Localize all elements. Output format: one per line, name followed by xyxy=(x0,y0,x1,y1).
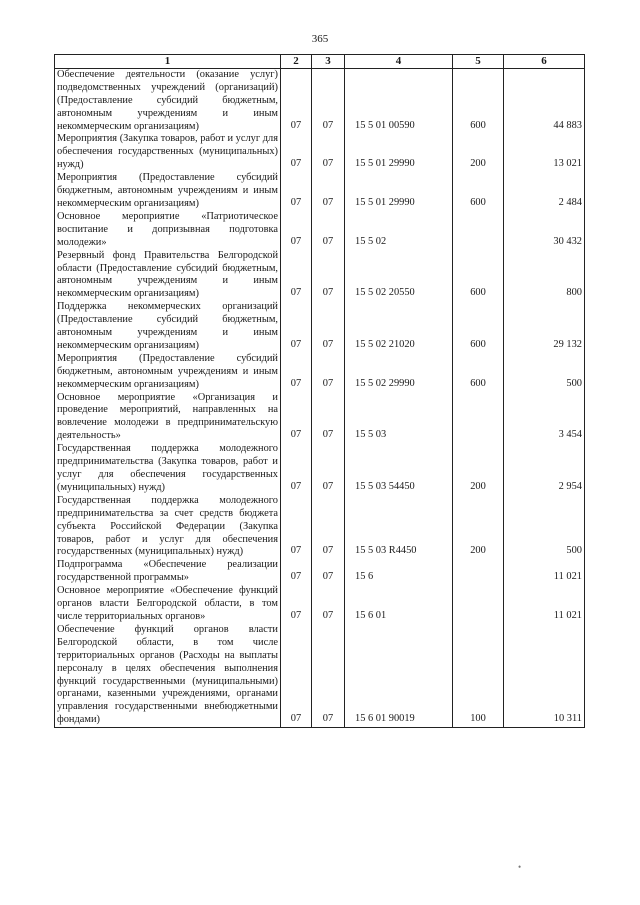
row-target-article: 15 5 01 29990 xyxy=(345,133,453,172)
row-target-article: 15 5 03 R4450 xyxy=(345,495,453,560)
row-name: Мероприятия (Предоставление субсидий бюджетным, автономным учреждениям и иным некоммерческим организациям) xyxy=(55,172,281,211)
row-section: 07 xyxy=(281,495,312,560)
row-amount: 13 021 xyxy=(504,133,585,172)
row-amount: 2 954 xyxy=(504,443,585,495)
col-header-5: 5 xyxy=(453,55,504,69)
table-row xyxy=(55,250,585,302)
col-header-2: 2 xyxy=(281,55,312,69)
page-number: 365 xyxy=(311,33,329,45)
row-amount: 800 xyxy=(504,250,585,302)
row-target-article: 15 5 02 29990 xyxy=(345,353,453,392)
row-name: Основное мероприятие «Организация и проведение мероприятий, направленных на вовлечение молодежи в предпринимательскую деятельность» xyxy=(55,392,281,444)
row-section: 07 xyxy=(281,211,312,250)
row-name: Мероприятия (Предоставление субсидий бюджетным, автономным учреждениям и иным некоммерческим организациям) xyxy=(55,353,281,392)
row-subsection: 07 xyxy=(312,559,345,585)
row-amount: 2 484 xyxy=(504,172,585,211)
row-subsection: 07 xyxy=(312,585,345,624)
row-section: 07 xyxy=(281,559,312,585)
row-expense-type: 200 xyxy=(453,133,504,172)
row-section: 07 xyxy=(281,585,312,624)
col-header-4: 4 xyxy=(345,55,453,69)
row-subsection: 07 xyxy=(312,172,345,211)
table-row xyxy=(55,443,585,495)
row-amount: 11 021 xyxy=(504,585,585,624)
row-expense-type xyxy=(453,392,504,444)
table-row xyxy=(55,301,585,353)
row-expense-type: 200 xyxy=(453,443,504,495)
row-expense-type: 200 xyxy=(453,495,504,560)
table-row xyxy=(55,585,585,624)
row-amount: 10 311 xyxy=(504,624,585,728)
row-subsection: 07 xyxy=(312,353,345,392)
row-target-article: 15 5 02 21020 xyxy=(345,301,453,353)
table-row xyxy=(55,133,585,172)
row-target-article: 15 6 xyxy=(345,559,453,585)
row-amount: 30 432 xyxy=(504,211,585,250)
table-row xyxy=(55,353,585,392)
row-amount: 500 xyxy=(504,495,585,560)
table-row xyxy=(55,172,585,211)
row-amount: 29 132 xyxy=(504,301,585,353)
row-expense-type xyxy=(453,211,504,250)
row-expense-type: 600 xyxy=(453,353,504,392)
row-name: Мероприятия (Закупка товаров, работ и услуг для обеспечения государственных (муниципальных) нужд) xyxy=(55,133,281,172)
row-amount: 44 883 xyxy=(504,68,585,133)
row-target-article: 15 5 03 54450 xyxy=(345,443,453,495)
row-name: Государственная поддержка молодежного предпринимательства за счет средств бюджета субъекта Российской Федерации (Закупка товаров, работ и услуг для обеспечения государственных (муниципальных) нужд) xyxy=(55,495,281,560)
col-header-6: 6 xyxy=(504,55,585,69)
row-target-article: 15 5 03 xyxy=(345,392,453,444)
row-subsection: 07 xyxy=(312,133,345,172)
header-row xyxy=(55,55,585,69)
row-name: Обеспечение деятельности (оказание услуг) подведомственных учреждений (организаций) (Предоставление субсидий бюджетным, автономным учреждениям и иным некоммерческим организациям) xyxy=(55,68,281,133)
row-target-article: 15 5 01 29990 xyxy=(345,172,453,211)
row-target-article: 15 5 02 20550 xyxy=(345,250,453,302)
row-subsection: 07 xyxy=(312,495,345,560)
row-expense-type: 600 xyxy=(453,68,504,133)
row-subsection: 07 xyxy=(312,211,345,250)
row-name: Подпрограмма «Обеспечение реализации государственной программы» xyxy=(55,559,281,585)
row-subsection: 07 xyxy=(312,250,345,302)
row-expense-type xyxy=(453,559,504,585)
row-subsection: 07 xyxy=(312,624,345,728)
row-name: Основное мероприятие «Патриотическое воспитание и допризывная подготовка молодежи» xyxy=(55,211,281,250)
table-row xyxy=(55,211,585,250)
row-name: Поддержка некоммерческих организаций (Предоставление субсидий бюджетным, автономным учреждениям и иным некоммерческим организациям) xyxy=(55,301,281,353)
row-expense-type: 600 xyxy=(453,250,504,302)
row-subsection: 07 xyxy=(312,68,345,133)
table-row xyxy=(55,392,585,444)
row-section: 07 xyxy=(281,172,312,211)
table-row xyxy=(55,559,585,585)
row-target-article: 15 6 01 90019 xyxy=(345,624,453,728)
row-section: 07 xyxy=(281,133,312,172)
table-row xyxy=(55,68,585,133)
row-target-article: 15 5 02 xyxy=(345,211,453,250)
row-target-article: 15 6 01 xyxy=(345,585,453,624)
row-amount: 3 454 xyxy=(504,392,585,444)
row-name: Государственная поддержка молодежного предпринимательства (Закупка товаров, работ и услуг для обеспечения государственных (муниципальных) нужд) xyxy=(55,443,281,495)
row-section: 07 xyxy=(281,68,312,133)
table-row xyxy=(55,624,585,728)
row-name: Основное мероприятие «Обеспечение функций органов власти Белгородской области, в том числе территориальных органов» xyxy=(55,585,281,624)
row-section: 07 xyxy=(281,301,312,353)
row-section: 07 xyxy=(281,443,312,495)
col-header-3: 3 xyxy=(312,55,345,69)
row-section: 07 xyxy=(281,392,312,444)
row-subsection: 07 xyxy=(312,392,345,444)
row-expense-type: 600 xyxy=(453,301,504,353)
row-amount: 500 xyxy=(504,353,585,392)
row-subsection: 07 xyxy=(312,301,345,353)
row-section: 07 xyxy=(281,250,312,302)
row-target-article: 15 5 01 00590 xyxy=(345,68,453,133)
row-section: 07 xyxy=(281,353,312,392)
table-row xyxy=(55,495,585,560)
row-expense-type: 100 xyxy=(453,624,504,728)
row-section: 07 xyxy=(281,624,312,728)
budget-table xyxy=(54,54,585,728)
row-name: Обеспечение функций органов власти Белгородской области, в том числе территориальных органов (Расходы на выплаты персоналу в целях обеспечения выполнения функций государственными (муниципальными) органами, казенными учреждениями, органами управления государственными внебюджетными фондами) xyxy=(55,624,281,728)
row-name: Резервный фонд Правительства Белгородской области (Предоставление субсидий бюджетным, автономным учреждениям и иным некоммерческим организациям) xyxy=(55,250,281,302)
row-amount: 11 021 xyxy=(504,559,585,585)
col-header-1: 1 xyxy=(55,55,281,69)
row-expense-type xyxy=(453,585,504,624)
row-subsection: 07 xyxy=(312,443,345,495)
row-expense-type: 600 xyxy=(453,172,504,211)
scan-speck: • xyxy=(518,862,522,872)
